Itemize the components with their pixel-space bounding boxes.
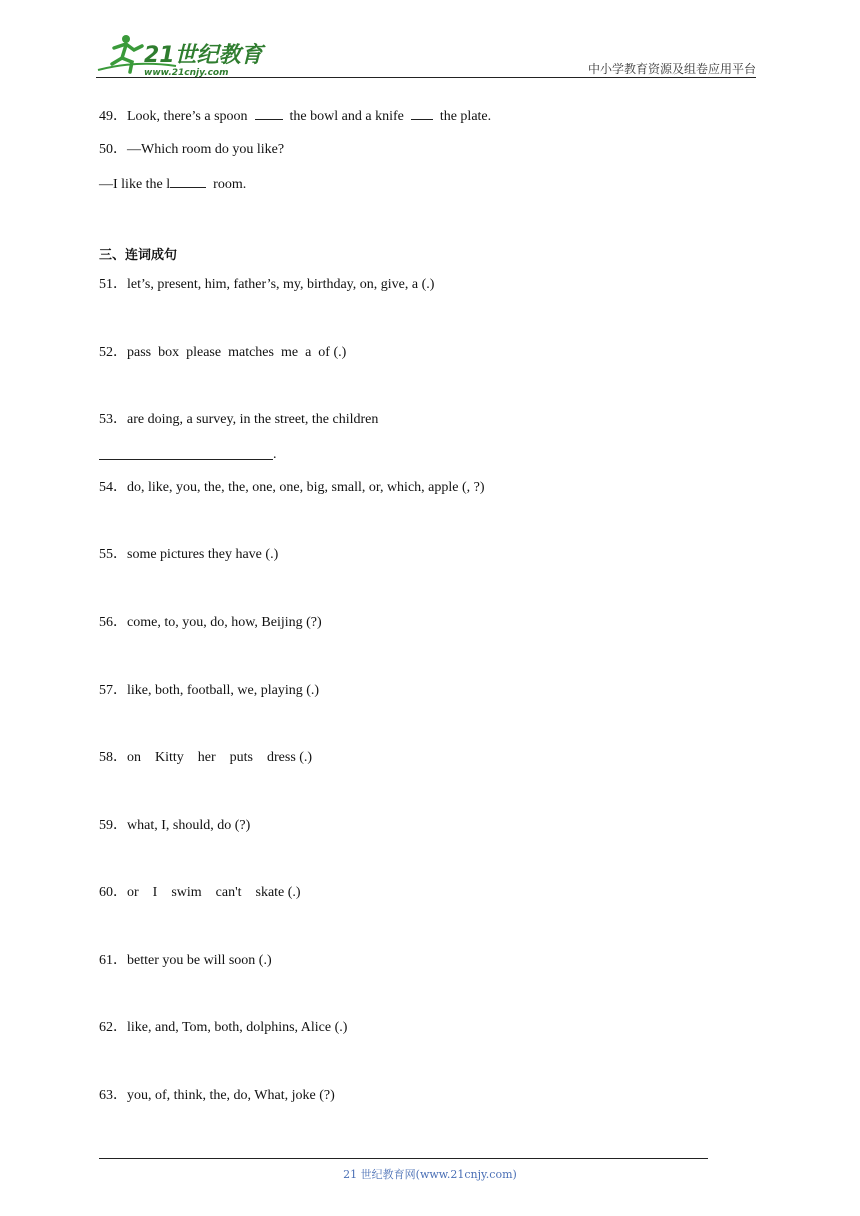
question-text: what, I, should, do (?) (127, 818, 251, 833)
question-text: do, like, you, the, the, one, one, big, small, or, which, apple (, ?) (127, 480, 485, 495)
question-text-part: —I like the l (99, 177, 171, 192)
footer-divider (99, 1158, 708, 1159)
page-header (96, 30, 756, 78)
answer-period: . (273, 447, 277, 462)
question-number: 51． (99, 277, 127, 292)
question-text: come, to, you, do, how, Beijing (?) (127, 615, 322, 630)
question-number: 57． (99, 683, 127, 698)
question-number: 61． (99, 953, 127, 968)
question-text: or I swim can't skate (.) (127, 885, 301, 900)
runner-logo-icon (96, 30, 266, 78)
question-51 (99, 276, 434, 294)
question-53 (99, 411, 378, 429)
logo-url: www.21cnjy.com (144, 68, 229, 78)
question-text: better you be will soon (.) (127, 953, 272, 968)
question-text-part: room. (213, 177, 247, 192)
question-number: 50． (99, 142, 127, 157)
question-number: 62． (99, 1020, 127, 1035)
question-number: 53． (99, 412, 127, 427)
question-number: 59． (99, 818, 127, 833)
question-text: some pictures they have (.) (127, 547, 279, 562)
footer-link[interactable]: 21 世纪教育网(www.21cnjy.com) (343, 1168, 517, 1181)
question-50 (99, 141, 284, 159)
question-number: 49． (99, 109, 127, 124)
question-58 (99, 749, 312, 767)
answer-line[interactable] (99, 459, 273, 460)
question-text: let’s, present, him, father’s, my, birthday, on, give, a (.) (127, 277, 435, 292)
fill-blank[interactable] (411, 107, 433, 120)
site-logo (96, 30, 266, 78)
question-number: 55． (99, 547, 127, 562)
question-text: like, both, football, we, playing (.) (127, 683, 320, 698)
question-55 (99, 546, 278, 564)
question-number: 56． (99, 615, 127, 630)
logo-wordmark: 21世纪教育 (144, 43, 263, 68)
question-52 (99, 344, 346, 362)
question-number: 58． (99, 750, 127, 765)
question-50-line-2 (99, 175, 246, 194)
header-divider (96, 77, 756, 78)
fill-blank[interactable] (170, 175, 206, 188)
question-number: 63． (99, 1088, 127, 1103)
question-63 (99, 1087, 335, 1105)
question-49 (99, 107, 491, 126)
question-57 (99, 682, 319, 700)
question-text: are doing, a survey, in the street, the children (127, 412, 379, 427)
question-56 (99, 614, 322, 632)
question-61 (99, 952, 272, 970)
question-number: 52． (99, 345, 127, 360)
section-title: 三、连词成句 (99, 248, 178, 263)
question-59 (99, 817, 250, 835)
fill-blank[interactable] (255, 107, 283, 120)
question-text-part: Look, there’s a spoon (127, 109, 248, 124)
question-62 (99, 1019, 347, 1037)
site-title: 中小学教育资源及组卷应用平台 (587, 62, 756, 76)
question-text-part: the plate. (439, 109, 492, 124)
question-number: 60． (99, 885, 127, 900)
question-text: you, of, think, the, do, What, joke (?) (127, 1088, 335, 1103)
question-text-part: the bowl and a knife (289, 109, 404, 124)
question-text: like, and, Tom, both, dolphins, Alice (.) (127, 1020, 348, 1035)
question-number: 54． (99, 480, 127, 495)
question-text: on Kitty her puts dress (.) (127, 750, 313, 765)
question-text: pass box please matches me a of (.) (127, 345, 347, 360)
question-text: —Which room do you like? (127, 142, 285, 157)
question-54 (99, 479, 485, 497)
question-60 (99, 884, 301, 902)
